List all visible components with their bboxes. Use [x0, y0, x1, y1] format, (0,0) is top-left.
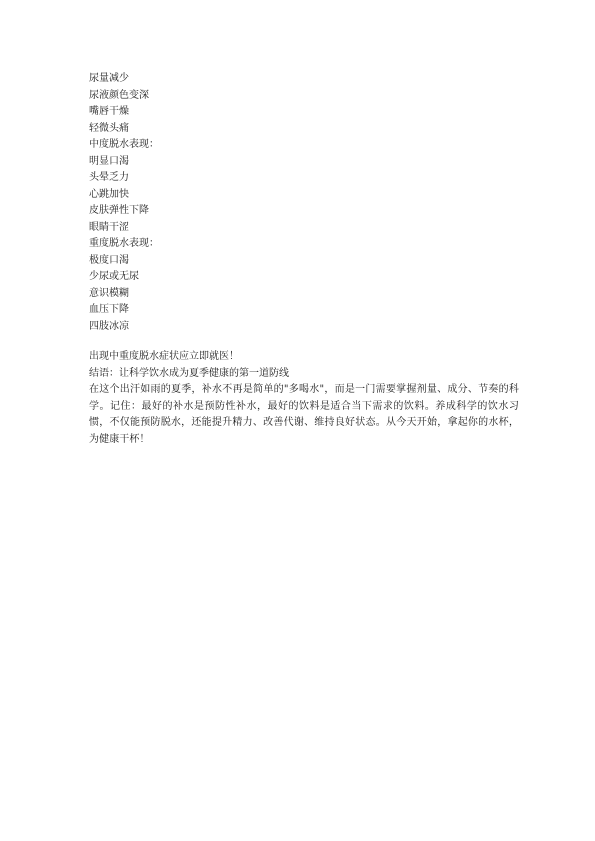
spacer	[89, 335, 519, 349]
symptom-line: 明显口渴	[89, 155, 129, 167]
section-label-severe: 重度脱水表现：	[89, 238, 159, 249]
symptom-line: 轻微头痛	[89, 122, 129, 134]
conclusion-body: 在这个出汗如雨的夏季，补水不再是简单的"多喝水"，而是一门需要掌握剂量、成分、节奏的科学。记住：最好的补水是预防性补水，最好的饮料是适合当下需求的饮料。养成科学的饮水习惯，不仅能预防脱水，还能提升精力、改善代谢、维持良好状态。从今天开始，拿起你的水杯，为健康干杯！	[89, 384, 519, 445]
symptom-line: 意识模糊	[89, 287, 129, 299]
symptom-line: 尿量减少	[89, 73, 129, 84]
symptom-line: 尿液颜色变深	[89, 89, 149, 101]
warning-text: 出现中重度脱水症状应立即就医！	[89, 351, 239, 362]
section-label-moderate: 中度脱水表现：	[89, 139, 159, 150]
conclusion-heading: 结语：让科学饮水成为夏季健康的第一道防线	[89, 367, 289, 379]
document-page	[89, 71, 519, 448]
symptom-line: 嘴唇干燥	[89, 106, 129, 117]
symptom-line: 皮肤弹性下降	[89, 205, 149, 216]
symptom-line: 极度口渴	[89, 254, 129, 266]
symptom-line: 眼睛干涩	[89, 221, 129, 233]
symptom-line: 头晕乏力	[89, 172, 129, 183]
symptom-line: 血压下降	[89, 304, 129, 315]
symptom-line: 心跳加快	[89, 188, 129, 200]
symptom-line: 少尿或无尿	[89, 271, 139, 282]
symptom-line: 四肢冰凉	[89, 320, 129, 332]
